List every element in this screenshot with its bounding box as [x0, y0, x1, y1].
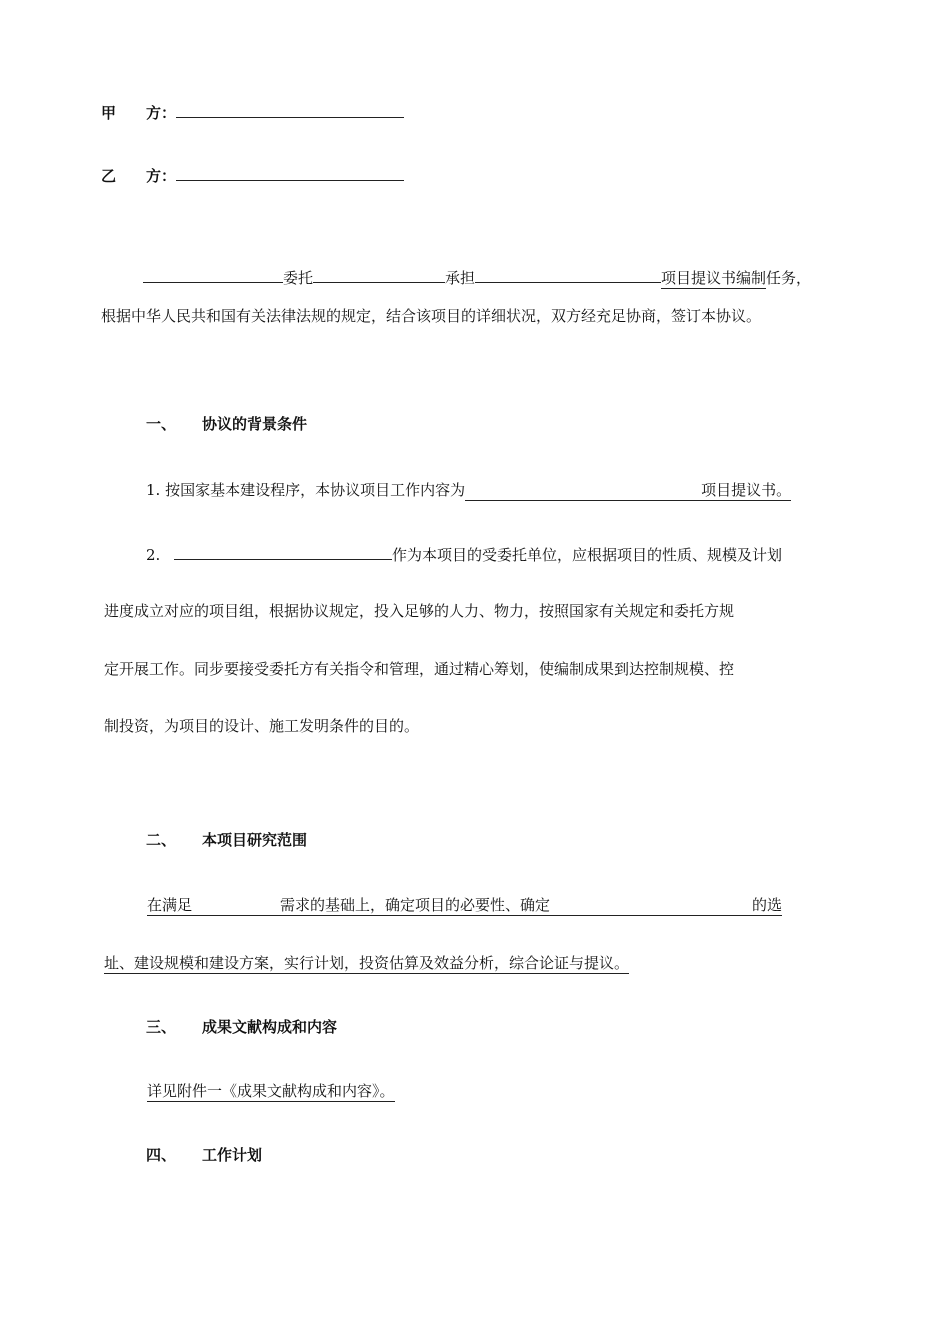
attachment-reference: 详见附件一《成果文献构成和内容》。 — [147, 1082, 395, 1100]
party-b-line — [101, 164, 404, 186]
intro-task-suffix: 任务， — [766, 269, 812, 287]
section-1-number: 一、 — [146, 415, 177, 433]
section-1-item-1 — [146, 479, 791, 500]
section-1-title: 协议的背景条件 — [202, 415, 308, 433]
item-2-text-3: 定开展工作。同步要接受委托方有关指令和管理，通过精心筹划，使编制成果到达控制规模、控 — [104, 660, 735, 678]
scope-text-a: 在满足 — [147, 896, 193, 914]
item-2-text-1: 作为本项目的受委托单位，应根据项目的性质、规模及计划 — [392, 546, 783, 564]
section-2-text-1 — [147, 894, 782, 915]
scope-demand-blank[interactable] — [192, 894, 280, 910]
scope-text-b: 需求的基础上，确定项目的必要性、确定 — [280, 896, 551, 914]
section-4-number: 四、 — [146, 1146, 177, 1164]
section-2-title: 本项目研究范围 — [202, 831, 308, 849]
item-1-text: 1. 按国家基本建设程序，本协议项目工作内容为 — [146, 481, 466, 499]
section-2-number: 二、 — [146, 831, 177, 849]
scope-project-blank[interactable] — [550, 894, 752, 910]
item-2-text-2: 进度成立对应的项目组，根据协议规定，投入足够的人力、物力，按照国家有关规定和委托方规 — [104, 602, 735, 620]
party-a-label: 甲 方： — [101, 104, 177, 122]
section-4-heading — [146, 1145, 262, 1165]
section-3-heading — [146, 1017, 337, 1037]
party-a-line — [101, 101, 404, 123]
section-2-text-2 — [104, 953, 629, 973]
item-1-suffix: 项目提议书。 — [701, 481, 792, 499]
section-3-title: 成果文献构成和内容 — [202, 1018, 338, 1036]
project-name-blank[interactable] — [475, 266, 661, 283]
section-4-title: 工作计划 — [202, 1146, 263, 1164]
intro-entrust: 委托 — [283, 269, 314, 287]
section-3-text — [147, 1081, 395, 1101]
party-a-field[interactable] — [176, 101, 404, 118]
scope-text-2: 址、建设规模和建设方案，实行计划，投资估算及效益分析，综合论证与提议。 — [104, 954, 630, 972]
contractor-blank[interactable] — [313, 266, 445, 283]
section-1-item-2 — [146, 543, 782, 565]
item-1-project-blank[interactable] — [465, 479, 701, 495]
section-1-heading — [146, 414, 307, 434]
item-2-number: 2. — [146, 546, 161, 564]
scope-text-c: 的选 — [752, 896, 783, 914]
item-2-unit-blank[interactable] — [174, 543, 392, 560]
intro-line-2: 根据中华人民共和国有关法律法规的规定，结合该项目的详细状况，双方经充足协商，签订本协议。 — [101, 307, 762, 325]
party-b-label: 乙 方： — [101, 167, 177, 185]
section-3-number: 三、 — [146, 1018, 177, 1036]
section-2-heading — [146, 830, 307, 850]
intro-undertake: 承担 — [445, 269, 476, 287]
item-2-text-4: 制投资，为项目的设计、施工发明条件的目的。 — [104, 717, 420, 735]
party-b-field[interactable] — [176, 164, 404, 181]
intro-line-1 — [143, 266, 811, 288]
principal-blank[interactable] — [143, 266, 283, 283]
intro-task-name: 项目提议书编制 — [661, 269, 767, 287]
